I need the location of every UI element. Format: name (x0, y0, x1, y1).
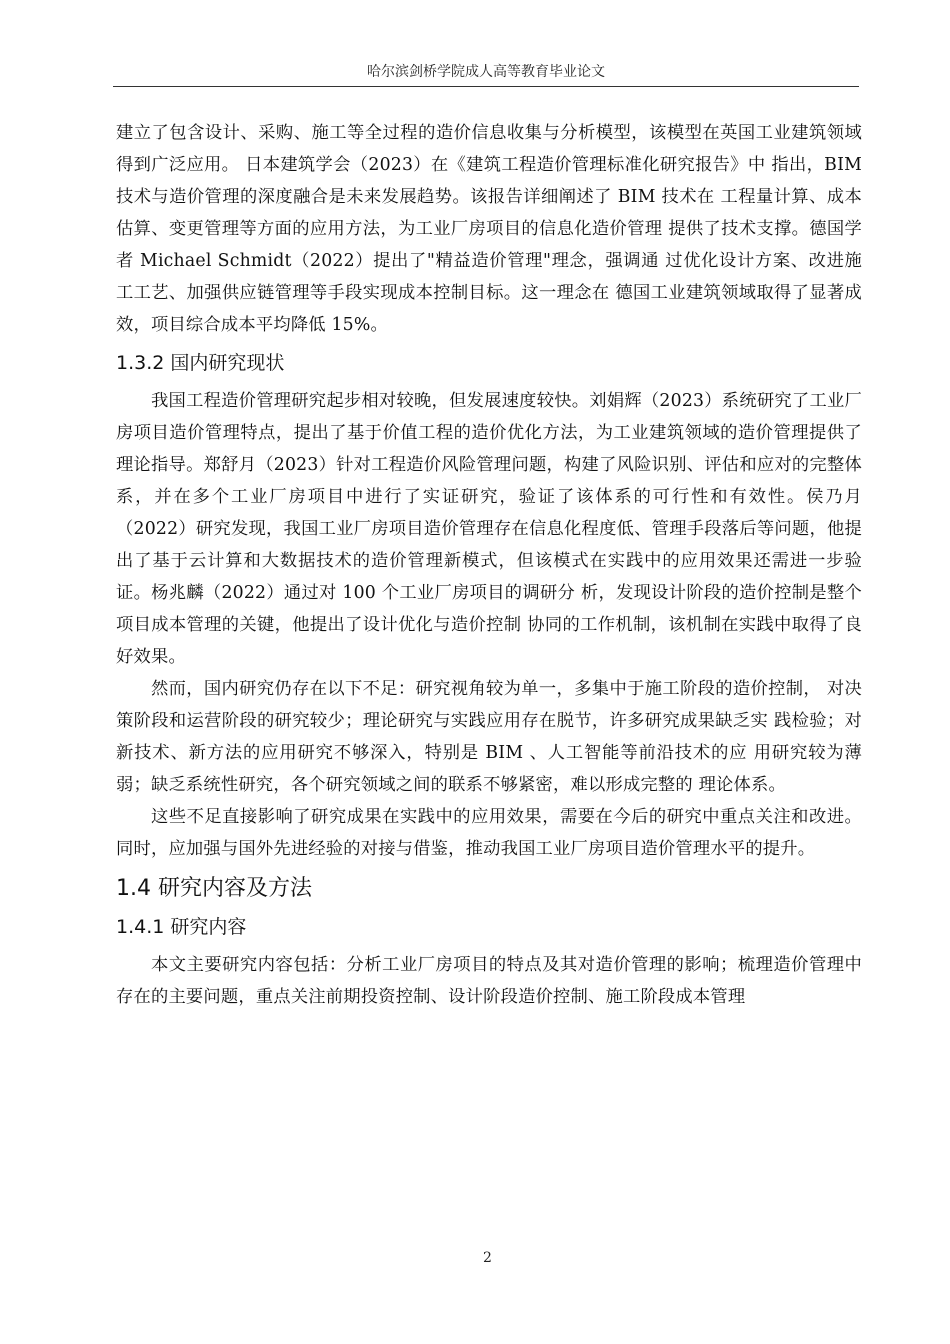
page-number: 2 (483, 1250, 492, 1266)
section-heading-1-4-1: 1.4.1 研究内容 (116, 916, 247, 938)
section-heading-1-4: 1.4 研究内容及方法 (116, 876, 312, 901)
section-heading-1-3-2: 1.3.2 国内研究现状 (116, 352, 285, 374)
page-body (116, 117, 862, 1013)
header-divider (113, 86, 859, 87)
paragraph-domestic-1: 我国工程造价管理研究起步相对较晚，但发展速度较快。刘娟辉（2023）系统研究了工业厂房项目造价管理特点，提出了基于价值工程的造价优化方法，为工业建筑领域的造价管理提供了理论指导。郑舒月（2023）针对工程造价风险管理问题，构建了风险识别、评估和应对的完整体系，并在多个工业厂房项目中进行了实证研究，验证了该体系的可行性和有效性。侯乃月（2022）研究发现，我国工业厂房项目造价管理存在信息化程度低、管理手段落后等问题，他提出了基于云计算和大数据技术的造价管理新模式，但该模式在实践中的应用效果还需进一步验证。杨兆麟（2022）通过对 100 个工业厂房项目的调研分 析，发现设计阶段的造价控制是整个项目成本管理的关键，他提出了设计优化与造价控制 协同的工作机制，该机制在实践中取得了良好效果。 (116, 391, 862, 667)
paragraph-intro: 建立了包含设计、采购、施工等全过程的造价信息收集与分析模型，该模型在英国工业建筑领域得到广泛应用。 日本建筑学会（2023）在《建筑工程造价管理标准化研究报告》中 指出，BIM 技术与造价管理的深度融合是未来发展趋势。该报告详细阐述了 BIM 技术在 工程量计算、成本估算、变更管理等方面的应用方法，为工业厂房项目的信息化造价管理 提供了技术支撑。德国学者 Michael Schmidt（2022）提出了"精益造价管理"理念，强调通 过优化设计方案、改进施工工艺、加强供应链管理等手段实现成本控制目标。这一理念在 德国工业建筑领域取得了显著成效，项目综合成本平均降低 15%。 (116, 123, 862, 335)
paragraph-domestic-2: 然而，国内研究仍存在以下不足：研究视角较为单一，多集中于施工阶段的造价控制， 对决策阶段和运营阶段的研究较少；理论研究与实践应用存在脱节，许多研究成果缺乏实 践检验；对新技术、新方法的应用研究不够深入，特别是 BIM 、人工智能等前沿技术的应 用研究较为薄弱；缺乏系统性研究，各个研究领域之间的联系不够紧密，难以形成完整的 理论体系。 (116, 679, 862, 795)
paragraph-domestic-3: 这些不足直接影响了研究成果在实践中的应用效果，需要在今后的研究中重点关注和改进。同时，应加强与国外先进经验的对接与借鉴，推动我国工业厂房项目造价管理水平的提升。 (116, 807, 862, 859)
paragraph-research-content: 本文主要研究内容包括：分析工业厂房项目的特点及其对造价管理的影响；梳理造价管理中存在的主要问题，重点关注前期投资控制、设计阶段造价控制、施工阶段成本管理 (116, 955, 862, 1007)
running-header: 哈尔滨剑桥学院成人高等教育毕业论文 (367, 64, 605, 80)
